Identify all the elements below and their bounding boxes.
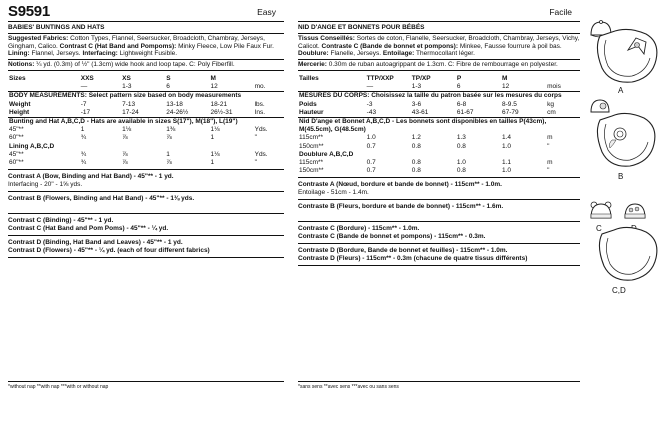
lining-label: Lining: (8, 50, 30, 58)
table-cell: -17 (80, 108, 91, 116)
table-cell: 1.0 (502, 167, 512, 175)
table-row (8, 134, 284, 142)
notions-label-fr: Mercerie: (298, 61, 327, 69)
table-cell: 6 (166, 83, 170, 91)
hat-c-illustration (588, 200, 614, 222)
contrast-c-label-fr: Contraste C (Bande de bonnet et pompons): (321, 42, 458, 50)
interfacing-line-fr: Entoilage - 51cm - 1.4m. (298, 189, 369, 197)
interfacing-label: Interfacing: (82, 50, 118, 58)
table-cell: 18-21 (210, 100, 228, 108)
table-cell: S (166, 74, 171, 82)
table-cell: 0.8 (456, 167, 466, 175)
table-cell: 0.8 (411, 159, 421, 167)
table-row (8, 101, 284, 109)
table-cell: 12 (210, 83, 218, 91)
contrast-c-line-1-fr: Contraste C (Bordure) - 115cm** - 1.0m. (298, 225, 420, 233)
table-cell: Poids (299, 100, 317, 108)
table-cell: Height (9, 108, 30, 116)
contrast-d-line-1-fr: Contraste D (Bordure, Bande de bonnet et feuilles) - 115cm** - 1.0m. (298, 247, 508, 255)
contrast-c-line-2: Contrast C (Hat Band and Pom Poms) - 45"** - ¼ yd. (8, 225, 169, 233)
sizes-subheader-row (8, 83, 284, 92)
fabrics-text-fr: Sortes de coton, Flanelle, Seersucker, Broadcloth, Chambray, Jerseys, Vichy, Calicot. (298, 34, 580, 50)
table-cell: 0.8 (456, 142, 466, 150)
bunting-title-row (8, 118, 284, 127)
table-cell: lbs. (254, 100, 265, 108)
view-label-a: A (618, 86, 624, 95)
table-cell: 3-6 (411, 100, 422, 108)
table-cell: mois (547, 83, 561, 91)
table-cell: Nid D'ange et Bonnet A,B,C,D - Les bonnets sont disponibles en tailles P(43cm), M(45.5cm), G(48.5cm) (298, 118, 580, 135)
contrast-d-line-1: Contrast D (Binding, Hat Band and Leaves) - 45"** - 1 yd. (8, 239, 183, 247)
table-cell: 60"** (9, 159, 24, 167)
notions-text: ¼ yd. (0.3m) of ½" (1.3cm) wide hook and loop tape. C: Poly Fiberfill. (36, 61, 235, 69)
table-cell: 1-3 (122, 83, 132, 91)
table-cell: Tailles (299, 74, 319, 82)
table-cell: kg (547, 100, 554, 108)
contrast-d-block-fr (298, 244, 580, 266)
table-cell: M (210, 74, 216, 82)
table-cell: ¾ (80, 159, 87, 167)
table-cell: 1.2 (411, 134, 421, 142)
french-column (298, 0, 580, 428)
notions-paragraph (8, 61, 284, 69)
bunting-a-illustration (592, 28, 666, 86)
hat-d-illustration (622, 202, 648, 222)
table-cell: ⅞ (166, 134, 172, 142)
contrast-d-line-2-fr: Contraste D (Fleurs) - 115cm** - 0.3m (chacune de quatre tissus différents) (298, 255, 528, 263)
table-cell: — (366, 83, 374, 91)
footnote: *without nap **with nap ***with or without nap (8, 381, 284, 390)
contrast-c-text: Minky Fleece, Low Pile Faux Fur. (178, 42, 274, 50)
table-cell: 6 (456, 83, 461, 91)
table-row (298, 134, 580, 142)
fabrics-paragraph-fr (298, 35, 580, 58)
notions-text-fr: 0.30m de ruban autoagrippant de 1.3cm. C: Fibre de rembourrage en polyester. (328, 61, 558, 69)
view-label-c: C (596, 224, 602, 233)
table-cell: Yds. (254, 126, 268, 134)
artwork-column (584, 0, 667, 428)
table-cell: 0.7 (366, 142, 376, 150)
pattern-number: S9591 (8, 3, 50, 20)
contrast-a-line: Contrast A (Bow, Binding and Hat Band) - 45"** - 1 yd. (8, 173, 174, 181)
table-cell: XXS (80, 74, 94, 82)
english-column (8, 0, 284, 428)
notions-paragraph-fr (298, 61, 580, 69)
table-cell: -3 (366, 100, 373, 108)
table-cell: " (254, 134, 257, 142)
lining-text: Flannel, Jerseys. (31, 50, 81, 58)
french-header (298, 0, 580, 22)
sizes-header-row (8, 75, 284, 83)
table-row (8, 109, 284, 118)
contrast-d-line-2: Contrast D (Flowers) - 45"** - ¼ yd. (each of four different fabrics) (8, 247, 210, 255)
table-cell: 45"** (9, 126, 24, 134)
table-cell: m (547, 159, 553, 167)
fabrics-label-fr: Tissus Conseillés: (298, 34, 355, 42)
table-cell: 1 (166, 150, 170, 158)
table-cell: 1.3 (456, 134, 466, 142)
table-cell: 1.1 (502, 159, 512, 167)
interfacing-text-fr: Thermocollant léger. (416, 50, 475, 58)
table-cell: 13-18 (166, 100, 183, 108)
table-cell: 1 (210, 134, 215, 142)
table-cell: " (547, 167, 550, 175)
contrast-b-block-fr (298, 200, 580, 222)
sizes-header-row (298, 75, 580, 83)
table-cell: P (456, 74, 462, 82)
table-cell: 1⅛ (210, 150, 220, 158)
contrast-b-line: Contrast B (Flowers, Binding and Hat Band) - 45"** - 1⅜ yds. (8, 195, 195, 203)
pattern-title: BABIES' BUNTINGS AND HATS (8, 24, 284, 34)
table-cell: 12 (502, 83, 510, 91)
contrast-c-line-2-fr: Contraste C (Bande de bonnet et pompons) - 115cm** - 0.3m. (298, 233, 486, 241)
table-cell: M (502, 74, 508, 82)
table-row (298, 143, 580, 151)
table-cell: — (80, 83, 88, 91)
fabrics-paragraph (8, 35, 284, 58)
table-cell: Doublure A,B,C,D (299, 150, 354, 158)
view-label-cd: C,D (612, 286, 626, 295)
table-row (298, 167, 580, 175)
english-header (8, 0, 284, 22)
table-cell: TTP/XXP (366, 74, 394, 82)
table-cell: 1⅜ (166, 126, 176, 134)
table-cell: " (254, 159, 257, 167)
table-cell: Bunting and Hat A,B,C,D - Hats are available in sizes S(17"), M(18"), L(19") (8, 118, 284, 127)
table-cell: 1 (210, 159, 215, 167)
table-cell: 1⅛ (122, 126, 132, 134)
contrast-c-text-fr: Minkee, Fausse fourrure à poil bas. (459, 42, 562, 50)
table-cell: 1⅛ (210, 126, 220, 134)
table-cell: -43 (366, 108, 377, 116)
table-cell: -7 (80, 100, 87, 108)
table-cell: 1.0 (456, 159, 466, 167)
table-cell (254, 75, 284, 83)
table-cell: cm (547, 108, 556, 116)
table-cell: 0.7 (366, 167, 376, 175)
table-cell: Weight (9, 100, 31, 108)
footnote-fr: *sans sens **avec sens ***avec ou sans sens (298, 381, 580, 390)
interfacing-text: Lightweight Fusible. (119, 50, 178, 58)
difficulty-label: Easy (257, 7, 276, 17)
table-cell: 150cm** (299, 167, 324, 175)
table-cell: Yds. (254, 150, 268, 158)
table-cell: 61-67 (456, 108, 474, 116)
table-row (8, 151, 284, 159)
table-cell: ⅞ (122, 134, 128, 142)
table-cell: TP/XP (411, 74, 431, 82)
table-cell: 115cm** (299, 134, 324, 142)
view-label-b: B (618, 172, 624, 181)
table-cell: 1-3 (411, 83, 422, 91)
sizes-subheader-row (298, 83, 580, 92)
table-cell: 45"** (9, 150, 24, 158)
table-cell: 8-9.5 (502, 100, 517, 108)
size-chart (8, 75, 284, 167)
bunting-title-row (298, 118, 580, 135)
contrast-a-block-fr (298, 178, 580, 200)
contrast-c-line-1: Contrast C (Binding) - 45"** - 1 yd. (8, 217, 114, 225)
table-cell: 115cm** (299, 159, 324, 167)
table-cell: 150cm** (299, 142, 324, 150)
pattern-title-fr: NID D'ANGE ET BONNETS POUR BÉBÉS (298, 24, 580, 34)
body-title-row (298, 92, 580, 101)
table-cell: Ins. (254, 108, 266, 116)
table-cell: XS (122, 74, 131, 82)
table-cell: Lining A,B,C,D (9, 142, 55, 150)
table-cell: 1.4 (502, 134, 512, 142)
contrast-c-block (8, 214, 284, 236)
table-cell: m (547, 134, 553, 142)
size-chart-fr (298, 75, 580, 175)
table-cell: ¾ (80, 134, 87, 142)
table-cell: " (547, 142, 550, 150)
difficulty-label-fr: Facile (549, 7, 572, 17)
table-cell: 6-8 (456, 100, 467, 108)
notions-label: Notions: (8, 61, 35, 69)
table-cell: ¾ (80, 150, 87, 158)
table-row (298, 159, 580, 167)
table-cell: ⅞ (122, 150, 128, 158)
table-cell: 7-13 (122, 100, 136, 108)
table-cell: Hauteur (299, 108, 324, 116)
lining-title-row (298, 151, 580, 159)
bunting-b-illustration (592, 112, 662, 170)
table-cell: 67-79 (502, 108, 519, 116)
table-row (298, 101, 580, 109)
contrast-a-line-fr: Contraste A (Nœud, bordure et bande de bonnet) - 115cm** - 1.0m. (298, 181, 502, 189)
table-cell: 1 (80, 126, 85, 134)
lining-title-row (8, 143, 284, 151)
table-row (8, 126, 284, 134)
table-row (8, 159, 284, 167)
table-cell: ⅞ (166, 159, 172, 167)
contrast-d-block (8, 236, 284, 258)
table-cell: 0.8 (411, 142, 421, 150)
table-cell: 1.0 (502, 142, 512, 150)
body-title-row (8, 92, 284, 101)
table-row (298, 109, 580, 118)
table-cell: mo. (254, 83, 266, 91)
lining-label-fr: Doublure: (298, 50, 329, 58)
table-cell: Sizes (9, 74, 26, 82)
table-cell: 26½-31 (210, 108, 233, 116)
contrast-b-block (8, 192, 284, 214)
interfacing-label-fr: Entoilage: (382, 50, 415, 58)
bunting-cd-illustration (594, 226, 664, 284)
table-cell (298, 83, 366, 92)
interfacing-line: Interfacing - 20" - 1⅝ yds. (8, 181, 83, 189)
contrast-c-label: Contrast C (Hat Band and Pompoms): (59, 42, 177, 50)
contrast-a-block (8, 170, 284, 192)
fabrics-label: Suggested Fabrics: (8, 34, 69, 42)
table-cell: 0.8 (411, 167, 421, 175)
table-cell: BODY MEASUREMENTS: Select pattern size based on body measurements (8, 92, 284, 101)
table-cell: 0.7 (366, 159, 376, 167)
table-cell: 24-26½ (166, 108, 189, 116)
table-cell: 43-61 (411, 108, 429, 116)
table-cell (546, 75, 580, 83)
contrast-c-block-fr (298, 222, 580, 244)
table-cell: 17-24 (122, 108, 139, 116)
table-cell: ⅞ (122, 159, 128, 167)
lining-text-fr: Flanelle, Jerseys. (330, 50, 382, 58)
table-cell: 60"** (9, 134, 24, 142)
contrast-b-line-fr: Contraste B (Fleurs, bordure et bande de bonnet) - 115cm** - 1.6m. (298, 203, 504, 211)
table-cell: 1.0 (366, 134, 376, 142)
table-cell (8, 83, 80, 92)
table-cell: MESURES DU CORPS: Choisissez la taille du patron basée sur les mesures du corps (298, 92, 580, 101)
fabrics-text: Cotton Types, Flannel, Seersucker, Broadcloth, Chambray, Jerseys, Gingham, Calico. (8, 34, 265, 50)
